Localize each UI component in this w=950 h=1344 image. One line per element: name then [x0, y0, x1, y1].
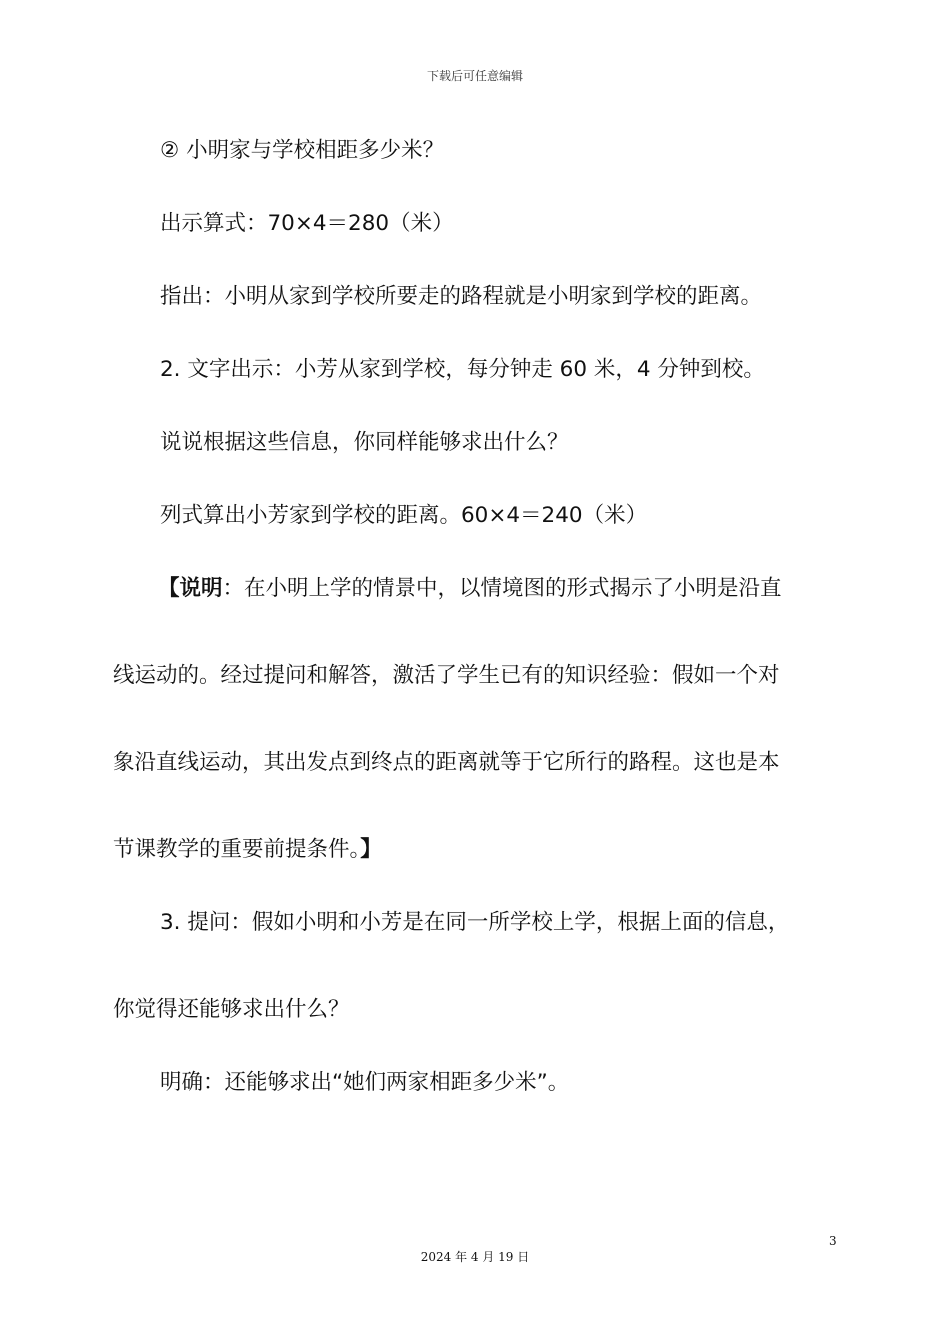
note-line-4-text: 节课教学的重要前提条件。 [113, 837, 361, 862]
formula-line-1: 出示算式：70×4＝280（米） [160, 211, 454, 236]
formula-line-2: 列式算出小芳家到学校的距离。60×4＝240（米） [160, 503, 648, 528]
note-line-3: 象沿直线运动，其出发点到终点的距离就等于它所行的路程。这也是本 [113, 750, 780, 775]
conclusion-line: 明确：还能够求出“她们两家相距多少米”。 [160, 1070, 570, 1095]
page-header: 下载后可任意编辑 [426, 69, 523, 83]
discussion-line: 说说根据这些信息，你同样能够求出什么？ [160, 430, 569, 455]
note-line-2: 线运动的。经过提问和解答，激活了学生已有的知识经验：假如一个对 [113, 663, 780, 688]
question-distance-line: ② 小明家与学校相距多少米？ [160, 138, 445, 163]
note-label: 【说明 [158, 576, 223, 601]
question-line-1: 3. 提问：假如小明和小芳是在同一所学校上学，根据上面的信息， [160, 910, 790, 935]
note-line-1-text: ：在小明上学的情景中，以情境图的形式揭示了小明是沿直 [222, 576, 782, 601]
footer-date: 2024 年 4 月 19 日 [420, 1250, 530, 1264]
note-line-4 [113, 836, 382, 864]
explanation-line: 指出：小明从家到学校所要走的路程就是小明家到学校的距离。 [160, 284, 763, 309]
page-number: 3 [829, 1234, 837, 1248]
note-close-bracket: 】 [360, 837, 382, 862]
question-line-2: 你觉得还能够求出什么？ [113, 997, 350, 1022]
text-display-line: 2. 文字出示：小芳从家到学校，每分钟走 60 米，4 分钟到校。 [160, 357, 765, 382]
note-line-1 [158, 575, 782, 603]
